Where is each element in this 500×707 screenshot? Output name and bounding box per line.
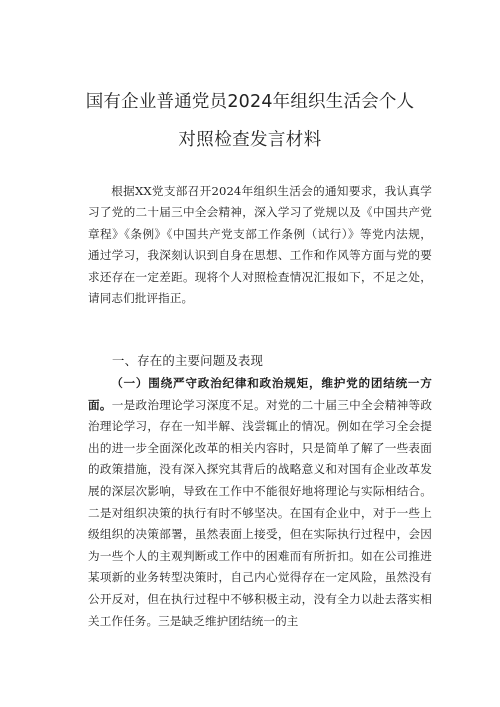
intro-paragraph: 根据XX党支部召开2024年组织生活会的通知要求，我认真学习了党的二十届三中全会精神，深入学习了党规以及《中国共产党章程》《条例》《中国共产党支部工作条例（试行）》等党内法规，通过学习，我深刻认识到自身在思想、工作和作风等方面与党的要求还存在一定差距。现将个人对照检查情况汇报如下，不足之处，请同志们批评指正。: [88, 184, 432, 306]
document-title-line-2: 对照检查发言材料: [178, 130, 322, 150]
subsection-body-text: 一是政治理论学习深度不足。对党的二十届三中全会精神等政治理论学习，存在一知半解、浅尝辄止的情况。例如在学习全会提出的进一步全面深化改革的相关内容时，只是简单了解了一些表面的政策措施，没有深入探究其背后的战略意义和对国有企业改革发展的深层次影响，导致在工作中不能很好地将理论与实际相结合。二是对组织决策的执行有时不够坚决。在国有企业中，对于一些上级组织的决策部署，虽然表面上接受，但在实际执行过程中，会因为一些个人的主观判断或工作中的困难而有所折扣。如在公司推进某项新的业务转型决策时，自己内心觉得存在一定风险，虽然没有公开反对，但在执行过程中不够积极主动，没有全力以赴去落实相关工作任务。三是缺乏维护团结统一的主: [88, 397, 433, 628]
section-heading-problems: 一、存在的主要问题及表现: [112, 353, 264, 368]
document-title-line-1: 国有企业普通党员2024年组织生活会个人: [85, 92, 415, 112]
subsection-heading-political-discipline: （一）围绕严守政治纪律和政治规矩，维护党的团结统一方面。: [88, 376, 432, 412]
subsection-paragraph: [88, 373, 432, 632]
